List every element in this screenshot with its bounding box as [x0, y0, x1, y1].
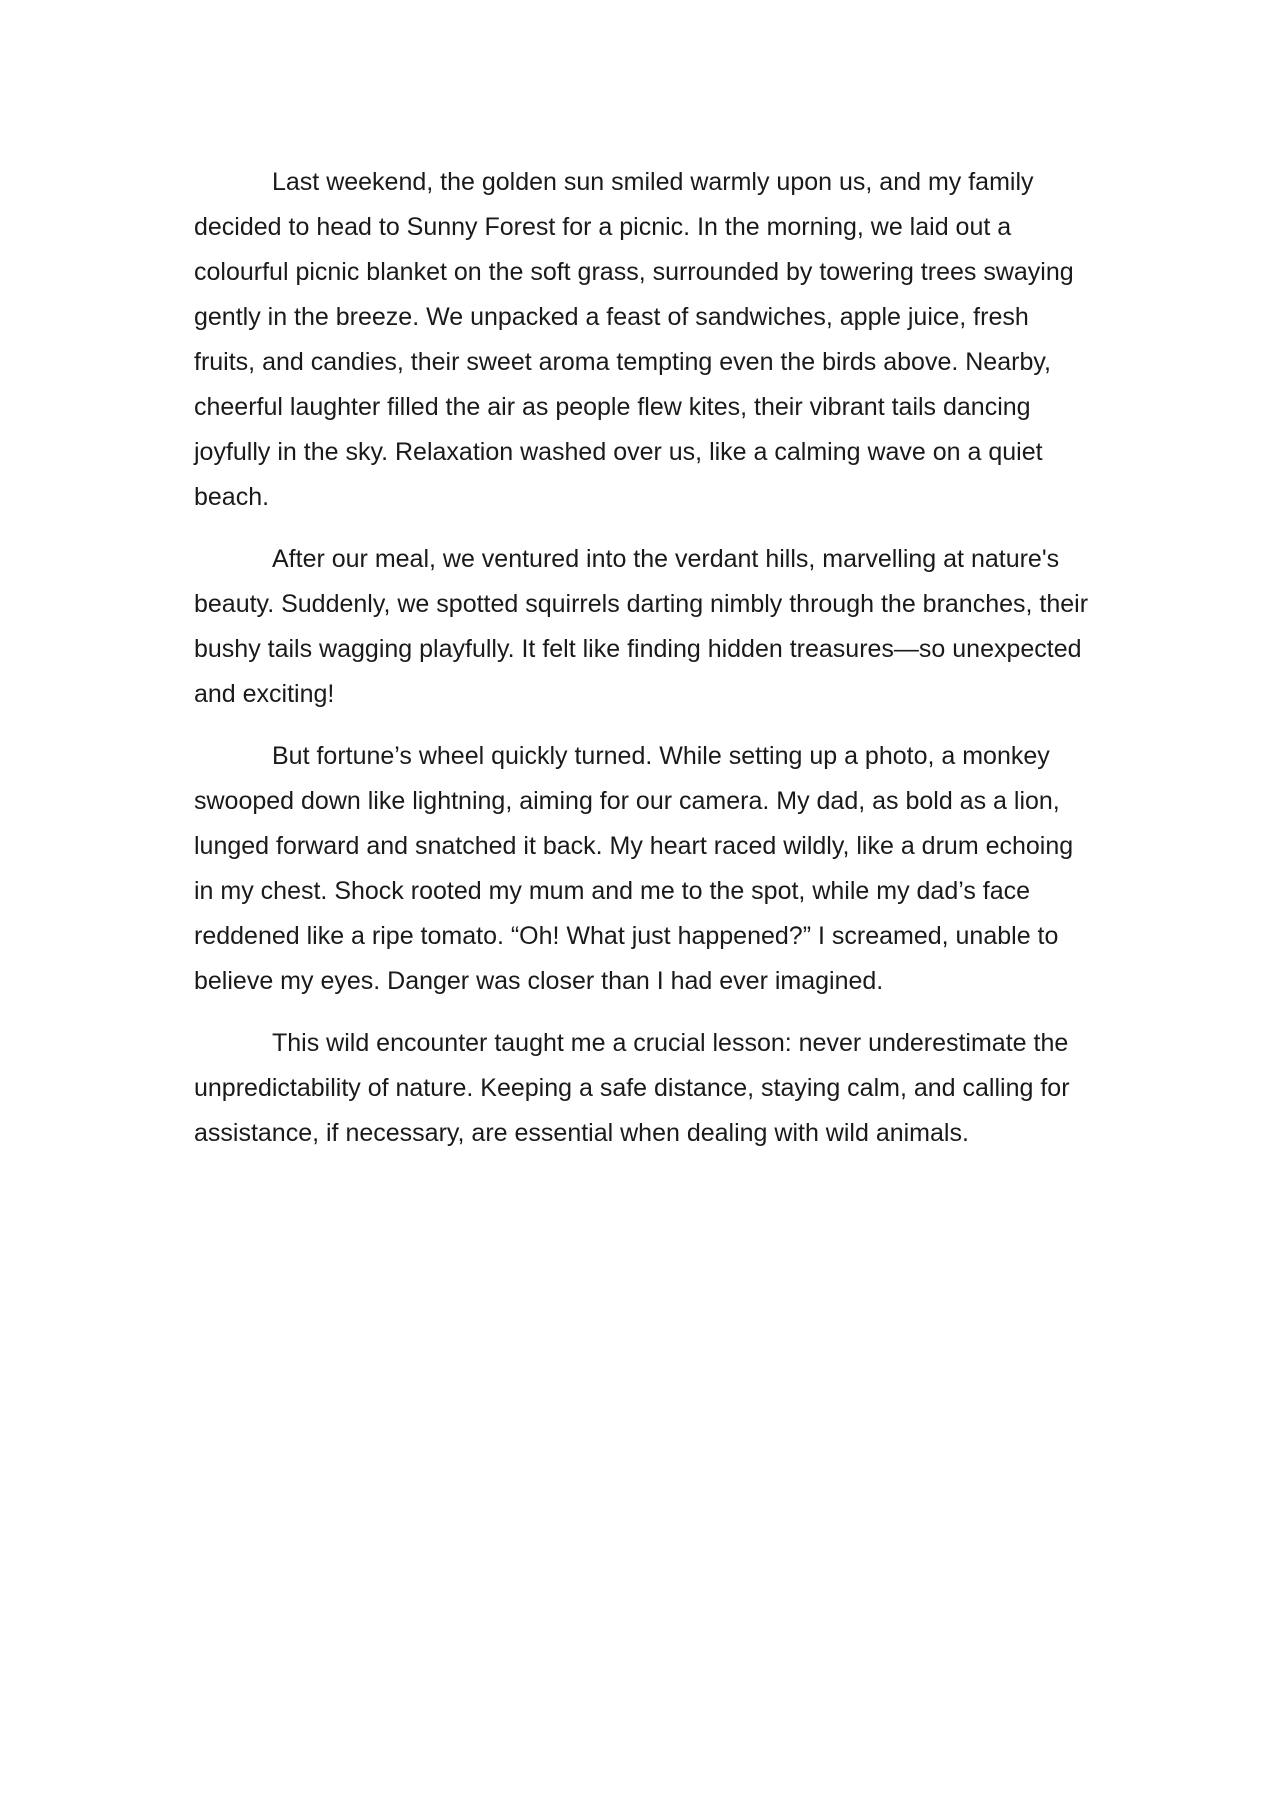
paragraph-monkey: But fortune’s wheel quickly turned. While setting up a photo, a monkey swooped down like lightning, aiming for our camera. My dad, as bold as a lion, lunged forward and snatched it back. My heart raced wildly, like a drum echoing in my chest. Shock rooted my mum and me to the spot, while my dad’s face reddened like a ripe tomato. “Oh! What just happened?” I screamed, unable to believe my eyes. Danger was closer than I had ever imagined. [194, 742, 1074, 995]
paragraph-lesson: This wild encounter taught me a crucial lesson: never underestimate the unpredictability of nature. Keeping a safe distance, staying calm, and calling for assistance, if necessary, are essential when dealing with wild animals. [194, 1029, 1070, 1147]
paragraph-hills: After our meal, we ventured into the verdant hills, marvelling at nature's beauty. Suddenly, we spotted squirrels darting nimbly through the branches, their bushy tails wagging playfully. It felt like finding hidden treasures—so unexpected and exciting! [194, 545, 1089, 708]
paragraph-picnic: Last weekend, the golden sun smiled warmly upon us, and my family decided to head to Sunny Forest for a picnic. In the morning, we laid out a colourful picnic blanket on the soft grass, surrounded by towering trees swaying gently in the breeze. We unpacked a feast of sandwiches, apple juice, fresh fruits, and candies, their sweet aroma tempting even the birds above. Nearby, cheerful laughter filled the air as people flew kites, their vibrant tails dancing joyfully in the sky. Relaxation washed over us, like a calming wave on a quiet beach. [194, 168, 1074, 511]
document-body [194, 160, 1094, 1173]
